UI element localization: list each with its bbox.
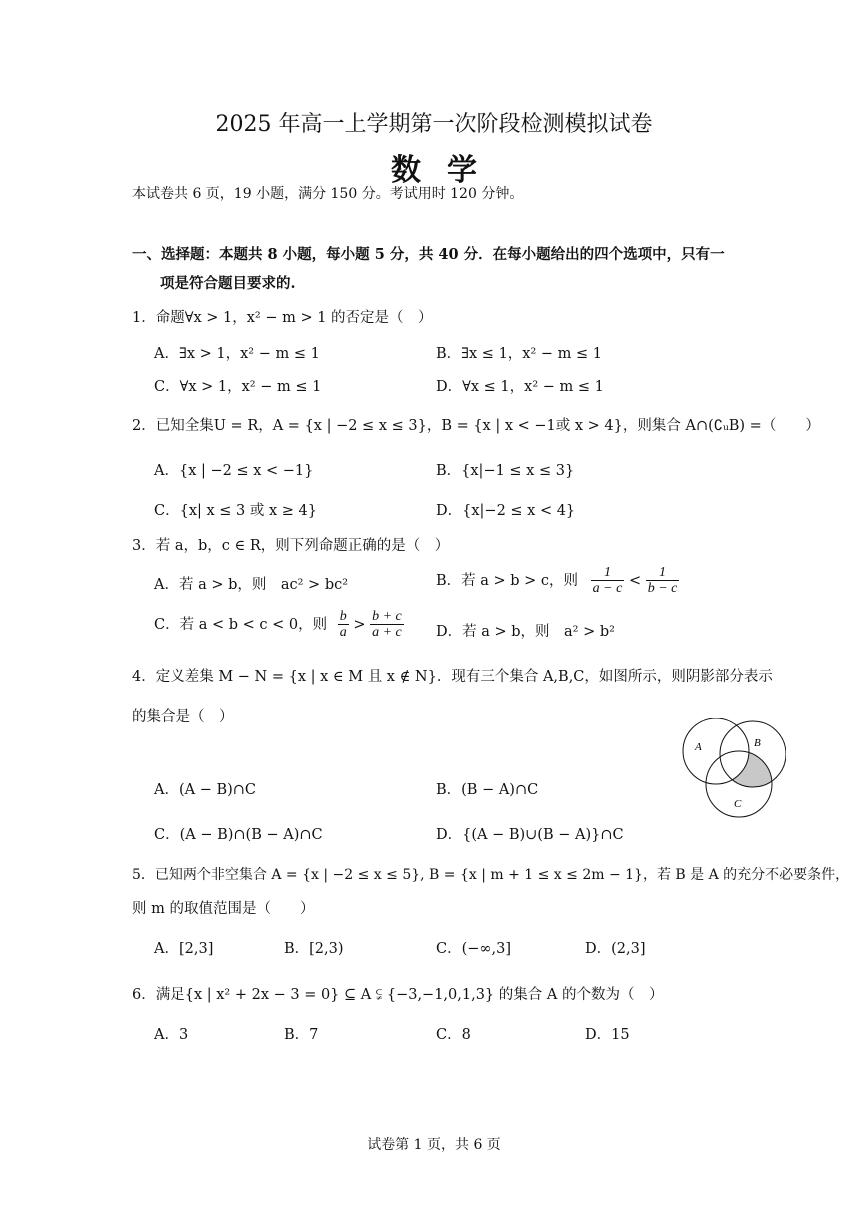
question-3-option-b xyxy=(436,565,679,597)
fraction-numerator: 1 xyxy=(591,565,625,581)
question-3-option-c-fraction-2 xyxy=(370,609,404,641)
question-4-stem-line1: 4．定义差集 M − N = {x | x ∈ M 且 x ∉ N}．现有三个集合 A,B,C，如图所示，则阴影部分表示 xyxy=(132,669,773,685)
fraction-numerator: 1 xyxy=(646,565,680,581)
question-4-stem-line2: 的集合是（ ） xyxy=(132,709,234,725)
fraction-denominator: b − c xyxy=(647,581,678,597)
question-3-option-b-fraction-2 xyxy=(646,565,680,597)
question-3-option-c-relation: > xyxy=(353,616,366,633)
question-5-option-d: D．(2,3] xyxy=(585,941,646,957)
question-3-option-b-prefix: B．若 a > b > c，则 xyxy=(436,572,579,589)
question-5-stem-line2: 则 m 的取值范围是（ ） xyxy=(132,901,315,917)
question-1-stem: 1．命题∀x > 1，x² − m > 1 的否定是（ ） xyxy=(132,310,433,326)
question-2-option-a: A．{x | −2 ≤ x < −1} xyxy=(154,463,314,479)
section-heading-line2: 项是符合题目要求的. xyxy=(160,275,296,292)
question-4-option-c: C．(A − B)∩(B − A)∩C xyxy=(154,827,323,843)
question-6-stem: 6．满足{x | x² + 2x − 3 = 0} ⊆ A ⫋ {−3,−1,0,1,3} 的集合 A 的个数为（ ） xyxy=(132,987,664,1003)
fraction-denominator: a + c xyxy=(372,625,402,641)
fraction-denominator: a xyxy=(339,625,347,641)
exam-title: 2025 年高一上学期第一次阶段检测模拟试卷 xyxy=(215,112,653,137)
question-1-option-a: A．∃x > 1，x² − m ≤ 1 xyxy=(154,346,320,362)
subject-title: 数学 xyxy=(391,153,503,188)
question-3-option-b-fraction-1 xyxy=(591,565,625,597)
question-2-option-b: B．{x|−1 ≤ x ≤ 3} xyxy=(436,463,575,479)
question-6-option-b: B．7 xyxy=(284,1027,319,1043)
question-6-option-d: D．15 xyxy=(585,1027,630,1043)
question-4-option-d: D．{(A − B)∪(B − A)}∩C xyxy=(436,827,624,843)
question-3-option-a: A．若 a > b，则 ac² > bc² xyxy=(154,577,349,593)
fraction-numerator: b xyxy=(339,609,347,624)
question-6-option-c: C．8 xyxy=(436,1027,471,1043)
venn-label-a: A xyxy=(695,741,702,753)
question-1-option-d: D．∀x ≤ 1，x² − m ≤ 1 xyxy=(436,379,604,395)
question-5-option-c: C．(−∞,3] xyxy=(436,941,511,957)
exam-intro: 本试卷共 6 页，19 小题，满分 150 分。考试用时 120 分钟。 xyxy=(132,186,524,202)
question-2-option-c: C．{x| x ≤ 3 或 x ≥ 4} xyxy=(154,503,317,519)
question-5-stem-line1: 5．已知两个非空集合 A = {x | −2 ≤ x ≤ 5}, B = {x | m + 1 ≤ x ≤ 2m − 1}，若 B 是 A 的充分不必要条件， xyxy=(132,867,850,883)
question-5-option-a: A．[2,3] xyxy=(154,941,214,957)
fraction-denominator: a − c xyxy=(592,581,623,597)
question-3-option-c xyxy=(154,609,404,641)
section-heading xyxy=(132,240,742,298)
question-2-stem: 2．已知全集U = R，A = {x | −2 ≤ x ≤ 3}，B = {x | x < −1或 x > 4}，则集合 A∩(∁ᵤB) =（ ） xyxy=(132,418,820,434)
question-3-option-c-prefix: C．若 a < b < c < 0，则 xyxy=(154,616,328,633)
question-3-option-d: D．若 a > b，则 a² > b² xyxy=(436,624,615,640)
question-3-option-c-fraction-1 xyxy=(338,609,349,641)
venn-label-c: C xyxy=(734,798,742,810)
question-4-option-a: A．(A − B)∩C xyxy=(154,782,257,798)
venn-label-b: B xyxy=(754,737,761,749)
question-5-option-b: B．[2,3) xyxy=(284,941,344,957)
question-1-option-c: C．∀x > 1，x² − m ≤ 1 xyxy=(154,379,322,395)
section-heading-line1: 一、选择题：本题共 8 小题，每小题 5 分，共 40 分．在每小题给出的四个选项中，只有一 xyxy=(132,246,725,263)
question-2-option-d: D．{x|−2 ≤ x < 4} xyxy=(436,503,576,519)
question-3-option-b-relation: < xyxy=(628,572,642,589)
fraction-numerator: b + c xyxy=(372,609,402,624)
question-4-option-b: B．(B − A)∩C xyxy=(436,782,539,798)
question-3-stem: 3．若 a，b，c ∈ R，则下列命题正确的是（ ） xyxy=(132,538,450,554)
question-1-option-b: B．∃x ≤ 1，x² − m ≤ 1 xyxy=(436,346,602,362)
question-6-option-a: A．3 xyxy=(154,1027,189,1043)
page-footer: 试卷第 1 页，共 6 页 xyxy=(367,1137,501,1153)
venn-diagram xyxy=(676,718,786,824)
